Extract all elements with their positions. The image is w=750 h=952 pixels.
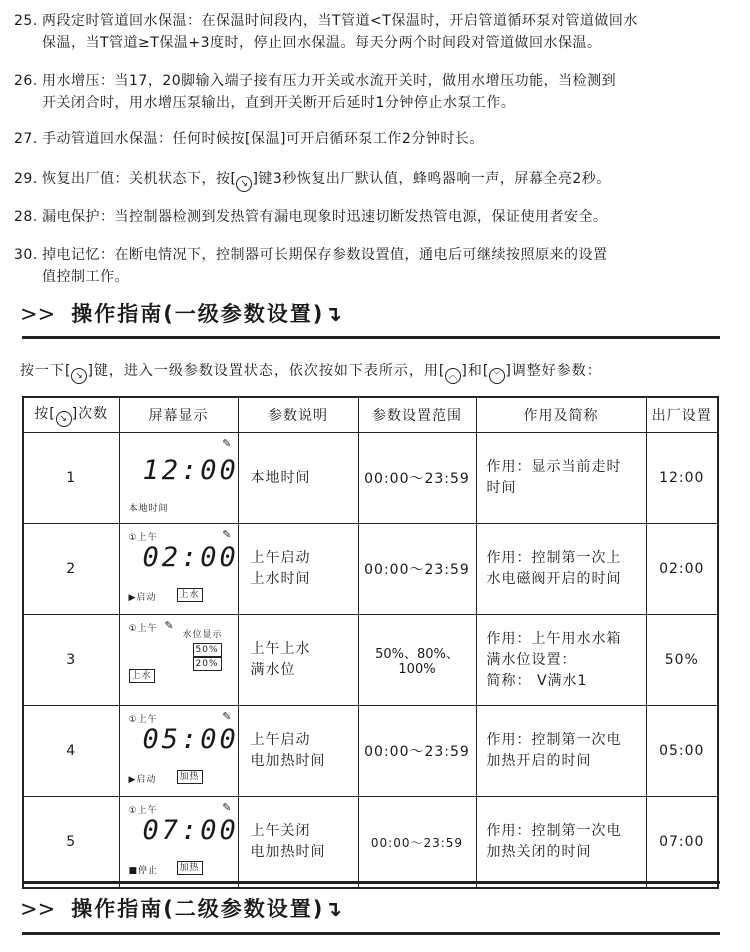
desc-line: 上午上水 xyxy=(250,641,311,657)
lcd-state: ▶启动 xyxy=(128,775,157,785)
param-desc xyxy=(238,615,358,706)
note-number: 27. xyxy=(14,131,38,147)
double-chevron-icon: >> xyxy=(20,302,56,326)
col-header-press-count xyxy=(23,397,119,433)
lcd-state: ▶启动 xyxy=(128,593,157,603)
pen-icon: ✎ xyxy=(222,801,233,814)
intro-part: 按一下[ xyxy=(20,363,72,379)
note-29 xyxy=(14,168,736,192)
func-line: 水电磁阀开启的时间 xyxy=(486,571,622,587)
lcd-period: ①上午 xyxy=(128,806,158,816)
screen-display xyxy=(119,706,238,797)
note-number: 26. xyxy=(14,73,38,89)
param-function xyxy=(476,797,646,889)
note-text: 漏电保护：当控制器检测到发热管有漏电现象时迅速切断发热管电源，保证使用者安全。 xyxy=(42,209,608,225)
lcd-period: ①上午 xyxy=(128,715,158,725)
table-row xyxy=(23,433,718,524)
col-header-default: 出厂设置 xyxy=(646,397,718,433)
lcd-function-box: 加热 xyxy=(177,770,203,784)
col-header-screen: 屏幕显示 xyxy=(119,397,238,433)
section-heading-level1 xyxy=(20,298,720,328)
table-row xyxy=(23,524,718,615)
pen-icon: ✎ xyxy=(222,528,233,541)
section-heading-level2 xyxy=(20,893,720,923)
press-count: 1 xyxy=(23,433,119,524)
note-number: 28. xyxy=(14,209,38,225)
note-continuation: 保温，当T管道≥T保温+3度时，停止回水保温。每天分两个时间段对管道做回水保温。 xyxy=(42,35,602,51)
down-key-icon: ﹀ xyxy=(489,368,505,384)
note-number: 25. xyxy=(14,13,38,29)
lcd-state: ■停止 xyxy=(128,866,159,876)
intro-part: ]和[ xyxy=(461,363,490,379)
desc-line: 本地时间 xyxy=(250,469,311,486)
param-function xyxy=(476,524,646,615)
default-value: 02:00 xyxy=(646,524,718,615)
power-key-icon: ↘ xyxy=(236,176,252,192)
func-line: 满水位设置： xyxy=(486,651,577,668)
header-text: ]次数 xyxy=(71,406,109,422)
note-text: 手动管道回水保温：任何时候按[保温]可开启循环泵工作2分钟时长。 xyxy=(42,131,484,147)
func-line: 简称： V满水1 xyxy=(486,672,588,689)
func-line: 作用：显示当前走时 xyxy=(486,459,622,475)
section-title: 操作指南(一级参数设置)↴ xyxy=(71,302,344,326)
param-function xyxy=(476,615,646,706)
lcd-digits: 02:00 xyxy=(142,542,239,573)
func-line: 作用：控制第一次上 xyxy=(486,550,622,566)
param-range: 00:00～23:59 xyxy=(358,524,476,615)
press-count: 4 xyxy=(23,706,119,797)
press-count: 2 xyxy=(23,524,119,615)
note-text: 用水增压：当17，20脚输入端子接有压力开关或水流开关时，做用水增压功能，当检测到 xyxy=(42,73,617,89)
intro-part: ]调整好参数： xyxy=(505,363,602,379)
note-25 xyxy=(14,10,736,54)
screen-display xyxy=(119,524,238,615)
desc-line: 上水时间 xyxy=(250,571,311,587)
lcd-level-bar: 20% xyxy=(193,657,222,671)
lcd-period: ①上午 xyxy=(128,624,158,634)
note-number: 30. xyxy=(14,247,38,263)
func-line: 加热开启的时间 xyxy=(486,753,592,769)
screen-display xyxy=(119,615,238,706)
level1-parameter-table xyxy=(22,396,719,889)
desc-line: 电加热时间 xyxy=(250,844,326,860)
lcd-digits: 07:00 xyxy=(142,815,239,846)
lcd-level-label: 水位显示 xyxy=(182,630,223,640)
col-header-function: 作用及简称 xyxy=(476,397,646,433)
desc-line: 上午启动 xyxy=(250,732,311,748)
func-line: 加热关闭的时间 xyxy=(486,844,592,860)
default-value: 50% xyxy=(646,615,718,706)
note-30 xyxy=(14,244,736,288)
param-desc xyxy=(238,524,358,615)
divider xyxy=(22,932,720,935)
lcd-function-box: 上水 xyxy=(129,669,155,683)
lcd-function-box: 加热 xyxy=(177,861,203,875)
desc-line: 满水位 xyxy=(250,662,296,678)
note-text: 恢复出厂值：关机状态下，按[ xyxy=(42,171,237,187)
default-value: 07:00 xyxy=(646,797,718,889)
note-continuation: 值控制工作。 xyxy=(42,269,129,285)
param-function xyxy=(476,433,646,524)
intro-text xyxy=(20,360,602,384)
lcd-period: ①上午 xyxy=(128,533,158,543)
param-function xyxy=(476,706,646,797)
header-text: 按[ xyxy=(34,406,56,422)
param-range: 00:00～23:59 xyxy=(358,797,476,889)
note-27 xyxy=(14,128,736,150)
table-row xyxy=(23,706,718,797)
param-range: 50%、80%、100% xyxy=(358,615,476,706)
press-count: 5 xyxy=(23,797,119,889)
param-desc xyxy=(238,706,358,797)
lcd-digits: 12:00 xyxy=(142,455,239,486)
param-desc xyxy=(238,433,358,524)
intro-part: ]键，进入一级参数设置状态，依次按如下表所示，用[ xyxy=(87,363,446,379)
note-text: 掉电记忆：在断电情况下，控制器可长期保存参数设置值，通电后可继续按照原来的设置 xyxy=(42,247,608,263)
func-line: 作用：控制第一次电 xyxy=(486,732,622,748)
lcd-function-box: 上水 xyxy=(177,588,203,602)
power-key-icon: ↘ xyxy=(71,368,87,384)
lcd-label: 本地时间 xyxy=(128,504,169,514)
note-26 xyxy=(14,70,736,114)
func-line: 作用：控制第一次电 xyxy=(486,823,622,839)
screen-display xyxy=(119,797,238,889)
double-chevron-icon: >> xyxy=(20,897,56,921)
note-text: ]键3秒恢复出厂默认值，蜂鸣器响一声，屏幕全亮2秒。 xyxy=(252,171,611,187)
pen-icon: ✎ xyxy=(222,710,233,723)
note-continuation: 开关闭合时，用水增压泵输出，直到开关断开后延时1分钟停止水泵工作。 xyxy=(42,95,516,111)
desc-line: 电加热时间 xyxy=(250,753,326,769)
desc-line: 上午关闭 xyxy=(250,823,311,839)
note-28 xyxy=(14,206,736,228)
func-line: 时间 xyxy=(486,480,517,496)
default-value: 12:00 xyxy=(646,433,718,524)
note-number: 29. xyxy=(14,171,38,187)
divider xyxy=(22,881,720,884)
press-count: 3 xyxy=(23,615,119,706)
param-range: 00:00～23:59 xyxy=(358,433,476,524)
lcd-digits: 05:00 xyxy=(142,724,239,755)
section-title: 操作指南(二级参数设置)↴ xyxy=(71,897,344,921)
pen-icon: ✎ xyxy=(164,619,175,632)
func-line: 作用：上午用水水箱 xyxy=(486,630,622,647)
table-row xyxy=(23,797,718,889)
up-key-icon: ︿ xyxy=(445,368,461,384)
col-header-desc: 参数说明 xyxy=(238,397,358,433)
lcd-level-bar: 50% xyxy=(193,643,222,657)
table-header-row xyxy=(23,397,718,433)
param-range: 00:00～23:59 xyxy=(358,706,476,797)
screen-display xyxy=(119,433,238,524)
col-header-range: 参数设置范围 xyxy=(358,397,476,433)
divider xyxy=(22,336,720,339)
desc-line: 上午启动 xyxy=(250,550,311,566)
default-value: 05:00 xyxy=(646,706,718,797)
param-desc xyxy=(238,797,358,889)
pen-icon: ✎ xyxy=(222,437,233,450)
note-text: 两段定时管道回水保温：在保温时间段内，当T管道<T保温时，开启管道循环泵对管道做回水 xyxy=(42,13,638,29)
power-key-icon: ↘ xyxy=(56,411,72,427)
table-row xyxy=(23,615,718,706)
